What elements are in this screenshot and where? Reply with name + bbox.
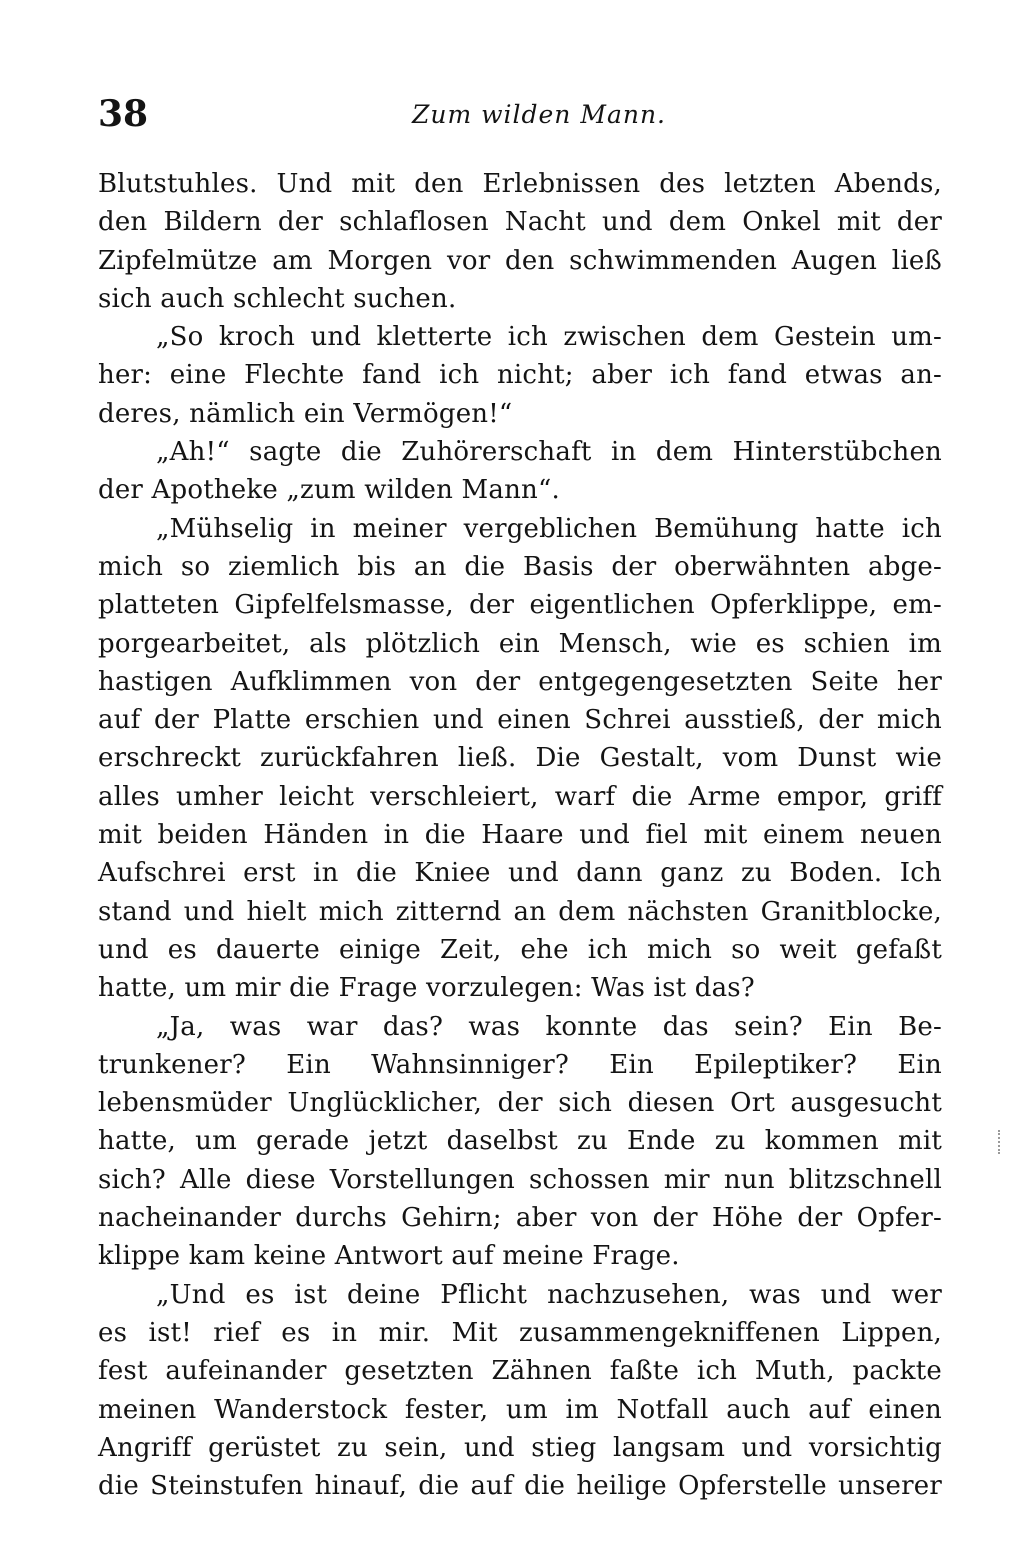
text-line: hastigen Aufklimmen von der entgegengesetzten Seite her [98,666,942,697]
text-line: sich auch schlecht suchen. [98,283,457,314]
text-line: „Mühselig in meiner vergeblichen Bemühung hatte ich [156,513,942,544]
text-line: es ist! rief es in mir. Mit zusammengekniffenen Lippen, [98,1317,942,1348]
running-title: Zum wilden Mann. [411,100,666,129]
text-line: fest aufeinander gesetzten Zähnen faßte ich Muth, packte [98,1356,942,1387]
text-line: porgearbeitet, als plötzlich ein Mensch, wie es schien im [98,628,942,659]
text-line: Blutstuhles. Und mit den Erlebnissen des letzten Abends, [98,169,942,199]
text-line: alles umher leicht verschleiert, warf die Arme empor, griff [98,781,942,812]
text-line: stand und hielt mich zitternd an dem nächsten Granitblocke, [98,896,942,927]
text-line: deres, nämlich ein Vermögen!“ [98,398,513,429]
text-line: der Apotheke „zum wilden Mann“. [98,475,560,506]
body-text [98,165,942,1505]
text-line: trunkener? Ein Wahnsinniger? Ein Epileptiker? Ein [98,1049,942,1080]
running-head [98,92,940,142]
text-line: her: eine Flechte fand ich nicht; aber ich fand etwas an- [98,360,942,391]
text-line: nacheinander durchs Gehirn; aber von der Höhe der Opfer- [98,1203,942,1234]
text-line: klippe kam keine Antwort auf meine Frage. [98,1241,680,1272]
text-line: „Ja, was war das? was konnte das sein? Ein Be- [156,1011,942,1042]
text-line: hatte, um gerade jetzt daselbst zu Ende zu kommen mit [98,1126,942,1157]
text-line: sich? Alle diese Vorstellungen schossen mir nun blitzschnell [98,1164,942,1195]
text-line: platteten Gipfelfelsmasse, der eigentlichen Opferklippe, em- [98,590,942,621]
text-line: „Ah!“ sagte die Zuhörerschaft in dem Hinterstübchen [156,437,942,468]
text-line: Zipfelmütze am Morgen vor den schwimmenden Augen ließ [98,245,942,276]
text-line: meinen Wanderstock fester, um im Notfall auch auf einen [98,1394,942,1425]
text-line: und es dauerte einige Zeit, ehe ich mich so weit gefaßt [98,934,942,965]
margin-speck [998,1130,1006,1154]
text-line: Aufschrei erst in die Kniee und dann ganz zu Boden. Ich [98,858,942,889]
text-line: „So kroch und kletterte ich zwischen dem Gestein um- [156,322,942,353]
text-line: „Und es ist deine Pflicht nachzusehen, was und wer [156,1279,942,1310]
text-line: die Steinstufen hinauf, die auf die heilige Opferstelle unserer [98,1471,942,1502]
text-line: hatte, um mir die Frage vorzulegen: Was ist das? [98,973,755,1004]
text-line: mich so ziemlich bis an die Basis der oberwähnten abge- [98,551,942,582]
page-number: 38 [98,93,149,135]
text-line: Angriff gerüstet zu sein, und stieg langsam und vorsichtig [98,1432,942,1463]
text-line: lebensmüder Unglücklicher, der sich diesen Ort ausgesucht [98,1088,942,1119]
text-line: erschreckt zurückfahren ließ. Die Gestalt, vom Dunst wie [98,743,942,774]
text-line: auf der Platte erschien und einen Schrei ausstieß, der mich [98,705,942,736]
text-line: mit beiden Händen in die Haare und fiel mit einem neuen [98,820,942,851]
text-line: den Bildern der schlaflosen Nacht und dem Onkel mit der [98,207,942,238]
